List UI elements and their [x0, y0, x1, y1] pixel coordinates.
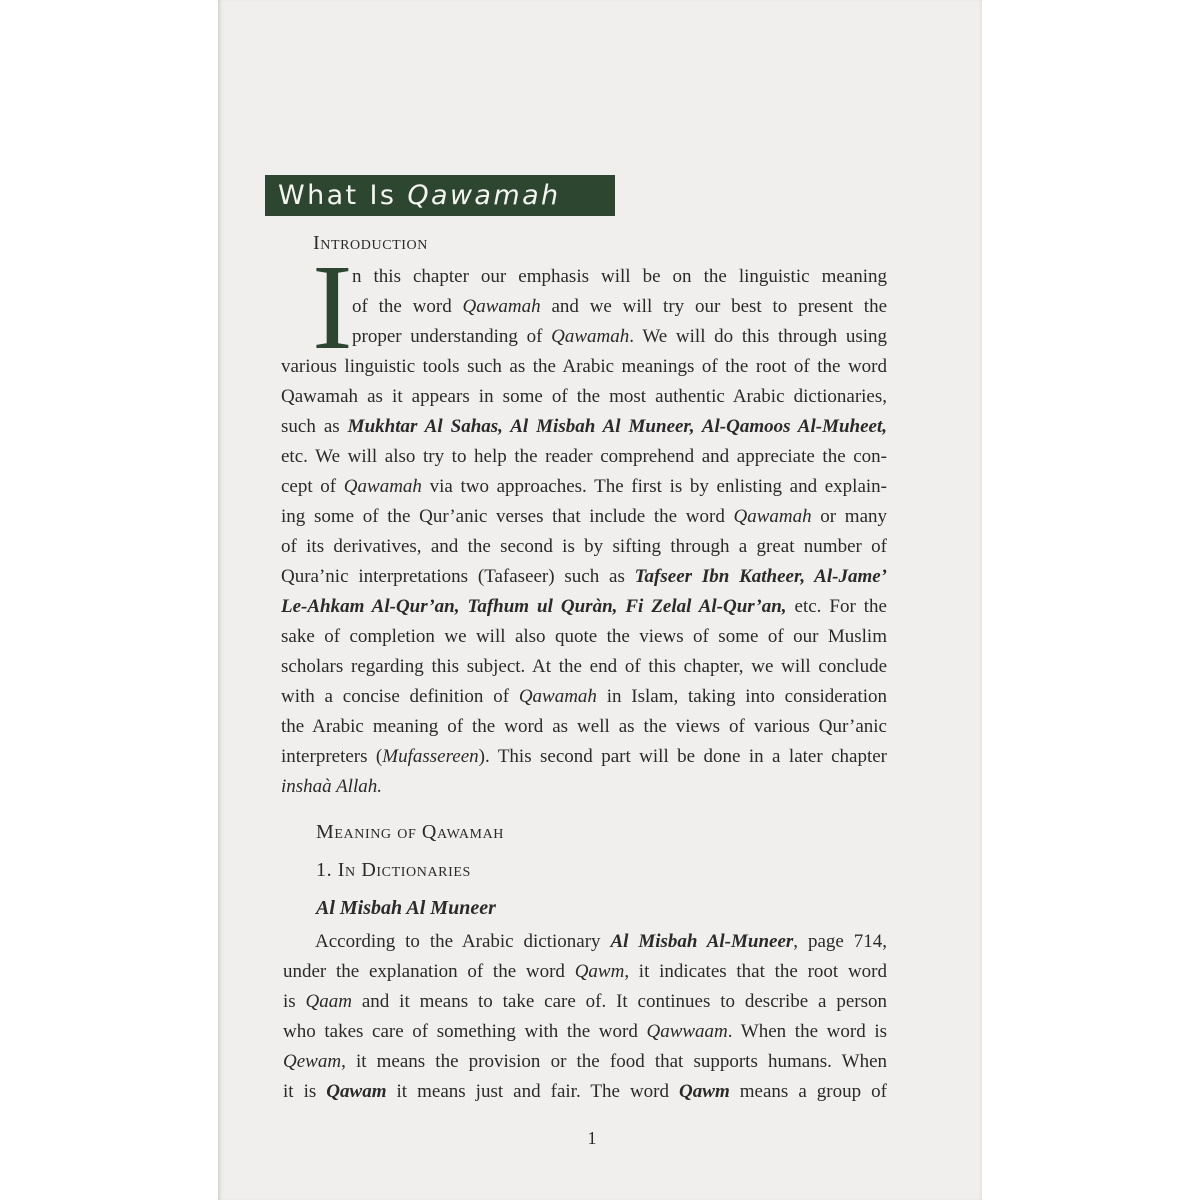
text-run: ). This second part will be done in a later chapter [478, 746, 887, 767]
bold-italic-text: Le-Ahkam Al-Qur’an, Tafhum ul Quràn, Fi Zelal Al-Qur’an, [281, 596, 787, 617]
text-line [283, 987, 887, 1017]
section-heading-meaning: Meaning of Qawamah [316, 821, 505, 843]
bold-italic-text: Al Misbah Al-Muneer [610, 931, 794, 952]
text-run: etc. For the [786, 596, 887, 617]
text-line [283, 1017, 887, 1047]
text-line [283, 957, 887, 987]
text-line [281, 352, 887, 382]
text-line [281, 682, 887, 712]
text-run: cept of [281, 476, 344, 497]
text-line [281, 712, 887, 742]
italic-text: Qaam [305, 991, 352, 1012]
text-run: etc. We will also try to help the reader comprehend and appreciate the con- [281, 446, 887, 467]
italic-text: Mufassereen [382, 746, 479, 767]
subheading-al-misbah: Al Misbah Al Muneer [316, 897, 496, 919]
text-run: , it indicates that the root word [624, 961, 887, 982]
text-line [315, 927, 887, 957]
chapter-title-band [265, 175, 615, 216]
bold-italic-text: Mukhtar Al Sahas, Al Misbah Al Muneer, Al-Qamoos Al-Muheet, [347, 416, 887, 437]
text-run: Qawamah as it appears in some of the most authentic Arabic dictionaries, [281, 386, 887, 407]
text-line [281, 592, 887, 622]
italic-text: Qawamah [551, 326, 630, 347]
text-line [352, 292, 887, 322]
bold-italic-text: Qawm [679, 1081, 730, 1102]
text-line [281, 622, 887, 652]
text-line [352, 262, 887, 292]
text-run: . We will do this through using [629, 326, 887, 347]
text-line [281, 472, 887, 502]
bold-italic-text: Tafseer Ibn Katheer, Al-Jame’ [634, 566, 887, 587]
text-run: or many [811, 506, 887, 527]
text-run: interpreters ( [281, 746, 383, 767]
text-run: ing some of the Qur’anic verses that include the word [281, 506, 734, 527]
italic-text: Qawamah [462, 296, 541, 317]
italic-text: Qawwaam [646, 1021, 728, 1042]
text-line [281, 772, 887, 802]
text-run: scholars regarding this subject. At the end of this chapter, we will conclude [281, 656, 887, 677]
text-line [283, 1047, 887, 1077]
text-line [281, 652, 887, 682]
page-number: 1 [587, 1128, 597, 1148]
text-line [281, 382, 887, 412]
text-run: of its derivatives, and the second is by sifting through a great number of [281, 536, 887, 557]
text-line [281, 562, 887, 592]
paragraph-al-misbah [283, 927, 887, 1107]
text-run: the Arabic meaning of the word as well as the views of various Qur’anic [281, 716, 887, 737]
text-line [281, 742, 887, 772]
text-run: . When the word is [727, 1021, 887, 1042]
italic-text: Qawm [574, 961, 625, 982]
text-run: is [283, 991, 306, 1012]
text-line [281, 412, 887, 442]
text-run: , page 714, [793, 931, 887, 952]
italic-text: Qawamah [518, 686, 597, 707]
drop-cap: I [312, 240, 353, 375]
text-run: , it means the provision or the food that supports humans. When [341, 1051, 887, 1072]
text-run: proper understanding of [352, 326, 552, 347]
text-run: with a concise definition of [281, 686, 519, 707]
text-run: it is [283, 1081, 327, 1102]
italic-text: Qawamah [343, 476, 422, 497]
bold-italic-text: Qawam [326, 1081, 387, 1102]
text-run: it means just and fair. The word [386, 1081, 680, 1102]
text-line [281, 502, 887, 532]
text-run: and we will try our best to present the [540, 296, 887, 317]
text-run: Qura’nic interpretations (Tafaseer) such as [281, 566, 635, 587]
chapter-title-regular: What Is [278, 180, 408, 211]
text-run: various linguistic tools such as the Arabic meanings of the root of the word [281, 356, 887, 377]
text-run: who takes care of something with the word [283, 1021, 647, 1042]
text-run: sake of completion we will also quote the views of some of our Muslim [281, 626, 887, 647]
text-run: under the explanation of the word [283, 961, 575, 982]
text-run: and it means to take care of. It continues to describe a person [352, 991, 887, 1012]
italic-text: inshaà Allah. [281, 776, 382, 797]
italic-text: Qewam [283, 1051, 342, 1072]
text-line [352, 322, 887, 352]
text-run: in Islam, taking into consideration [596, 686, 887, 707]
text-line [283, 1077, 887, 1107]
text-line [281, 532, 887, 562]
text-line [281, 442, 887, 472]
text-run: via two approaches. The first is by enlisting and explain- [421, 476, 887, 497]
text-run: n this chapter our emphasis will be on the linguistic meaning [352, 266, 887, 287]
section-heading-introduction: Introduction [313, 232, 428, 254]
italic-text: Qawamah [733, 506, 812, 527]
subsection-heading-dictionaries: 1. In Dictionaries [316, 859, 471, 881]
text-run: such as [281, 416, 348, 437]
chapter-title-italic: Qawamah [407, 180, 561, 211]
text-run: means a group of [729, 1081, 887, 1102]
text-run: of the word [352, 296, 463, 317]
text-run: According to the Arabic dictionary [315, 931, 611, 952]
paragraph-introduction [281, 262, 887, 802]
